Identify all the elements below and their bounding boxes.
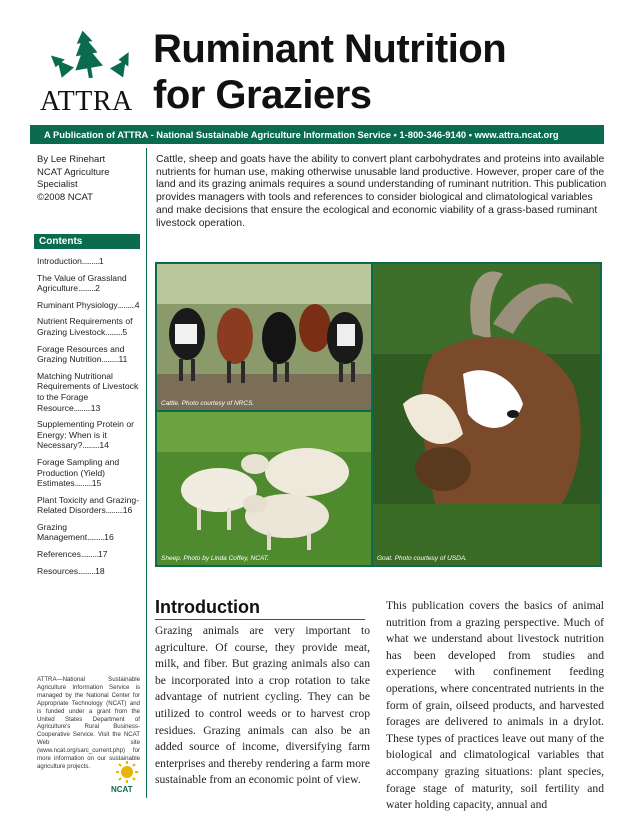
publication-bar: A Publication of ATTRA - National Sustainable Agriculture Information Service • 1-800-346-9140 • www.attra.ncat.org [30, 125, 604, 144]
toc-item-page: 5 [122, 326, 128, 337]
abstract: Cattle, sheep and goats have the ability to convert plant carbohydrates and proteins into available nutrients for human use, making otherwise unusable land productive. However, proper care of the land and its grazing animals requires a sound understanding of ruminant nutrition. This publication provides managers with tools and references to consider biological and climatological variables and make decisions that ensure the ecological and economic viability of a grass-based ruminant livestock operation. [156, 154, 607, 229]
toc-item-label: Supplementing Protein or Energy: When is it Necessary? [37, 419, 134, 451]
author-role: NCAT Agriculture [37, 166, 110, 178]
toc-item-label: Resources [37, 565, 79, 576]
toc-item-label: Forage Sampling and Production (Yield) Estimates [37, 456, 120, 489]
toc-item-page: 14 [99, 440, 109, 451]
toc-item[interactable] [37, 344, 140, 365]
toc-item-label: Grazing Management [37, 521, 88, 543]
toc-item-page: 17 [97, 549, 108, 560]
toc-leader-dots: ......... [81, 256, 99, 266]
goat-caption: Goat. Photo courtesy of USDA. [377, 555, 467, 562]
toc-item-label: The Value of Grassland Agriculture [37, 272, 127, 294]
introduction-column-1: Grazing animals are very important to agriculture. Of course, they provide meat, milk, and fiber. But grazing animals also can be incorporated into a crop rotation to take advantage of nutrient cycling. They can be utilized to control weeds or to harvest crop residues. Grazing animals can also be an added source of income, diversifying farm enterprises and thereby rendering a farm more sustainable from an economic point of view. [155, 624, 370, 787]
sheep-photo [157, 412, 371, 565]
toc-item[interactable] [37, 495, 140, 516]
toc-leader-dots: ......... [87, 532, 105, 543]
cattle-caption: Cattle. Photo courtesy of NRCS. [161, 400, 255, 407]
title-line-1: Ruminant Nutrition [153, 27, 507, 71]
toc-item-page: 15 [91, 478, 102, 489]
title-line-2: for Graziers [153, 73, 372, 117]
photo-collage [155, 262, 602, 567]
toc-item[interactable] [37, 457, 140, 489]
toc-item-page: 1 [98, 256, 104, 266]
toc-leader-dots: ......... [74, 478, 92, 489]
toc-item[interactable] [37, 522, 140, 543]
table-of-contents [37, 256, 140, 582]
author-block [37, 154, 110, 204]
toc-item-page: 16 [104, 532, 114, 543]
toc-leader-dots: ......... [101, 354, 119, 365]
toc-leader-dots: ......... [82, 440, 100, 451]
toc-item[interactable] [37, 300, 140, 311]
heading-rule [155, 619, 365, 620]
author-name: By Lee Rinehart [37, 154, 106, 165]
toc-item[interactable] [37, 549, 140, 560]
attra-logo-text: ATTRA [40, 86, 133, 117]
toc-item-page: 2 [95, 283, 100, 294]
cattle-photo [157, 264, 371, 410]
toc-leader-dots: ......... [73, 402, 91, 413]
toc-leader-dots: ......... [78, 283, 96, 294]
toc-leader-dots: ......... [117, 299, 135, 310]
toc-item[interactable] [37, 566, 140, 577]
toc-leader-dots: ......... [105, 326, 123, 337]
toc-item-page: 13 [90, 402, 101, 413]
toc-item[interactable] [37, 371, 140, 413]
toc-item[interactable] [37, 419, 140, 451]
toc-item-page: 16 [122, 505, 133, 516]
toc-item-page: 11 [118, 354, 128, 365]
sheep-caption: Sheep. Photo by Linda Coffey, NCAT. [161, 555, 269, 562]
introduction-column-2: This publication covers the basics of animal nutrition from a grazing perspective. Much of what we understand about livestock nutrition has been developed from studies and experience with confinement feeding operations, where concentrated nutrients in the form of grain, oilseed products, and harvested forages are delivered to animals in a drylot. These types of practices leave out many of the biological and climatological variables that accompany grazing situations: plant species, forage stage of maturity, soil fertility and water holding capacity, annual and [386, 599, 604, 812]
toc-item[interactable] [37, 256, 140, 267]
toc-item-page: 18 [95, 565, 105, 576]
copyright: ©2008 NCAT [37, 191, 93, 203]
author-role-2: Specialist [37, 179, 78, 190]
toc-leader-dots: ......... [105, 505, 123, 516]
column-divider [146, 148, 147, 798]
toc-item-label: Introduction [37, 256, 82, 266]
toc-item-label: References [37, 549, 81, 560]
toc-item[interactable] [37, 316, 140, 337]
toc-leader-dots: ......... [80, 549, 98, 560]
page-title [153, 26, 506, 118]
toc-leader-dots: ......... [78, 565, 96, 576]
toc-item-label: Matching Nutritional Requirements of Livestock to the Forage Resource [37, 370, 139, 413]
toc-item-page: 4 [134, 299, 140, 310]
attra-sidebar-note: ATTRA—National Sustainable Agriculture Information Service is managed by the National Center for Appropriate Technology (NCAT) and is funded under a grant from the United States Department of Agriculture's Rural Business-Cooperative Service. Visit the NCAT Web site (www.ncat.org/sarc_current.php) for more information on our sustainable agriculture projects. [37, 676, 140, 770]
toc-item-label: Forage Resources and Grazing Nutrition [37, 343, 125, 365]
goat-photo [373, 264, 600, 565]
toc-item[interactable] [37, 273, 140, 294]
contents-heading: Contents [34, 234, 140, 249]
toc-item-label: Plant Toxicity and Grazing-Related Disorders [37, 494, 140, 516]
ncat-logo-text: NCAT [111, 785, 133, 794]
introduction-heading: Introduction [155, 597, 260, 617]
toc-item-label: Nutrient Requirements of Grazing Livestock [37, 316, 133, 337]
toc-item-label: Ruminant Physiology [37, 299, 118, 310]
